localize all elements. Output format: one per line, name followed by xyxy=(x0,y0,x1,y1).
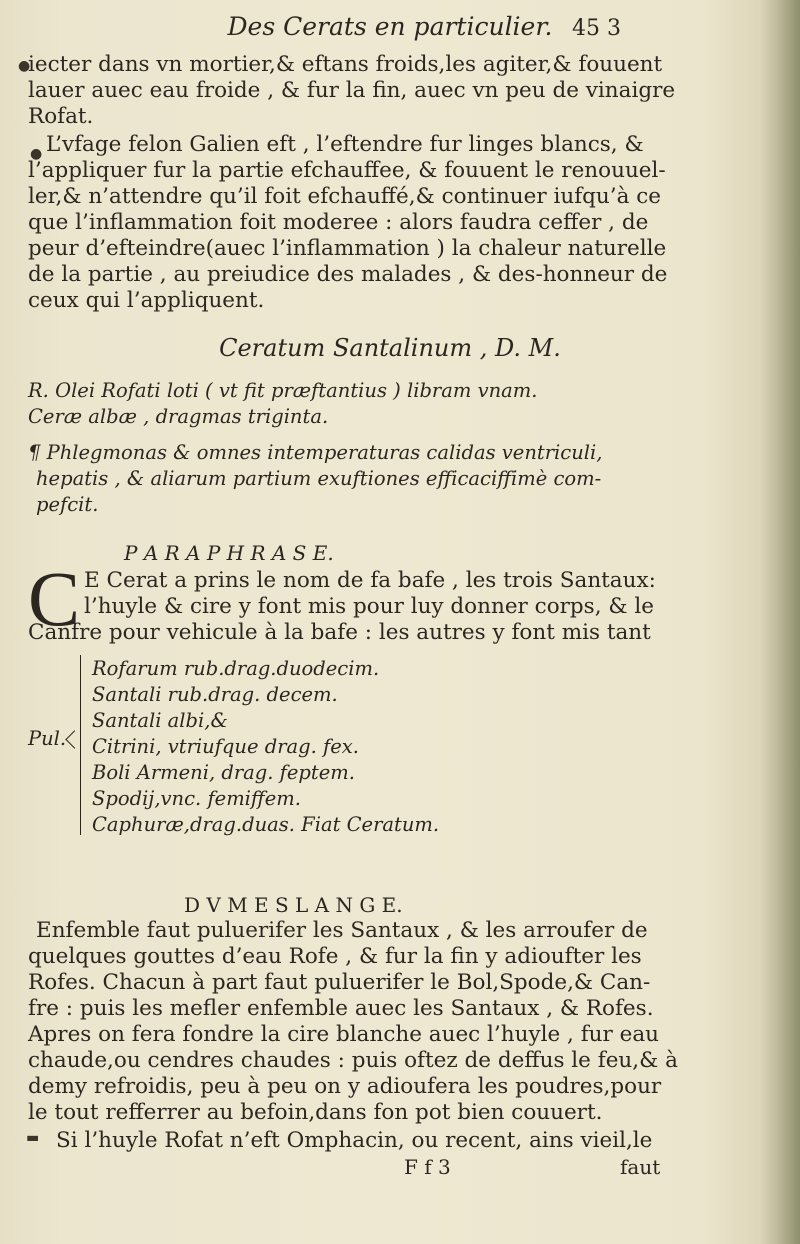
text-line: ceux qui l’appliquent. xyxy=(28,288,265,313)
text-line: Apres on fera fondre la cire blanche auec l’huyle , fur eau xyxy=(28,1022,659,1047)
text-line: L’vfage felon Galien eft , l’eftendre fur linges blancs, & xyxy=(46,132,644,157)
text-line: Rofes. Chacun à part faut puluerifer le Bol,Spode,& Can- xyxy=(28,970,651,995)
text-line: Si l’huyle Rofat n’eft Omphacin, ou recent, ains vieil,le xyxy=(56,1128,653,1153)
pul-item: Rofarum rub.drag.duodecim. xyxy=(92,657,380,680)
running-title: Des Cerats en particulier. xyxy=(227,12,553,41)
meslange-heading: D V M E S L A N G E. xyxy=(184,893,403,917)
paraphrase-heading: P A R A P H R A S E. xyxy=(124,541,334,565)
page-number: 45 3 xyxy=(572,16,621,41)
text-line: ler,& n’attendre qu’il foit efchauffé,& continuer iufqu’à ce xyxy=(28,184,662,209)
printer-mark: ● xyxy=(30,146,43,162)
text-line: que l’inflammation foit moderee : alors faudra ceffer , de xyxy=(28,210,649,235)
recipe-use-line: ¶ Phlegmonas & omnes intemperaturas calidas ventriculi, xyxy=(28,441,603,464)
printer-mark: ▬ xyxy=(26,1130,40,1146)
text-line: le tout refferrer au befoin,dans fon pot bien couuert. xyxy=(28,1100,603,1125)
text-line: Enfemble faut puluerifer les Santaux , & les arroufer de xyxy=(36,918,648,943)
pul-item: Boli Armeni, drag. feptem. xyxy=(92,761,355,784)
text-line: lauer auec eau froide , & fur la fin, auec vn peu de vinaigre xyxy=(28,78,676,103)
pul-item: Caphuræ,drag.duas. Fiat Ceratum. xyxy=(92,813,440,836)
pul-item: Citrini, vtriufque drag. fex. xyxy=(92,735,359,758)
pul-item: Santali albi,& xyxy=(92,709,228,732)
text-line: Canfre pour vehicule à la bafe : les autres y font mis tant xyxy=(28,620,651,645)
brace-bracket xyxy=(80,655,89,835)
printer-mark: ● xyxy=(18,58,31,74)
text-line: iecter dans vn mortier,& eftans froids,les agiter,& fouuent xyxy=(28,52,663,77)
text-line: chaude,ou cendres chaudes : puis oftez de deffus le feu,& à xyxy=(28,1048,678,1073)
recipe-line: R. Olei Rofati loti ( vt fit præftantius ) libram vnam. xyxy=(28,379,538,402)
text-line: de la partie , au preiudice des malades , & des-honneur de xyxy=(28,262,668,287)
page-edge-shadow xyxy=(760,0,800,1244)
text-line: l’appliquer fur la partie efchauffee, & fouuent le renouuel- xyxy=(28,158,666,183)
recipe-title: Ceratum Santalinum , D. M. xyxy=(219,334,561,362)
text-line: fre : puis les mefler enfemble auec les Santaux , & Rofes. xyxy=(28,996,654,1021)
text-line: quelques gouttes d’eau Rofe , & fur la fin y adioufter les xyxy=(28,944,642,969)
text-line: peur d’efteindre(auec l’inflammation ) la chaleur naturelle xyxy=(28,236,667,261)
pul-label: Pul. xyxy=(28,727,67,750)
catchword: faut xyxy=(620,1155,661,1179)
text-line: demy refroidis, peu à peu on y adioufera les poudres,pour xyxy=(28,1074,662,1099)
recipe-use-line: hepatis , & aliarum partium exuftiones efficaciffimè com- xyxy=(36,467,602,490)
text-line: l’huyle & cire y font mis pour luy donner corps, & le xyxy=(84,594,654,619)
recipe-line: Ceræ albæ , dragmas triginta. xyxy=(28,405,329,428)
text-line: E Cerat a prins le nom de fa bafe , les trois Santaux: xyxy=(84,568,656,593)
pul-item: Spodij,vnc. femiffem. xyxy=(92,787,301,810)
recipe-use-line: pefcit. xyxy=(36,493,99,516)
signature-mark: F f 3 xyxy=(404,1155,451,1179)
pul-item: Santali rub.drag. decem. xyxy=(92,683,338,706)
text-line: Rofat. xyxy=(28,104,94,129)
drop-cap: C xyxy=(28,555,81,642)
